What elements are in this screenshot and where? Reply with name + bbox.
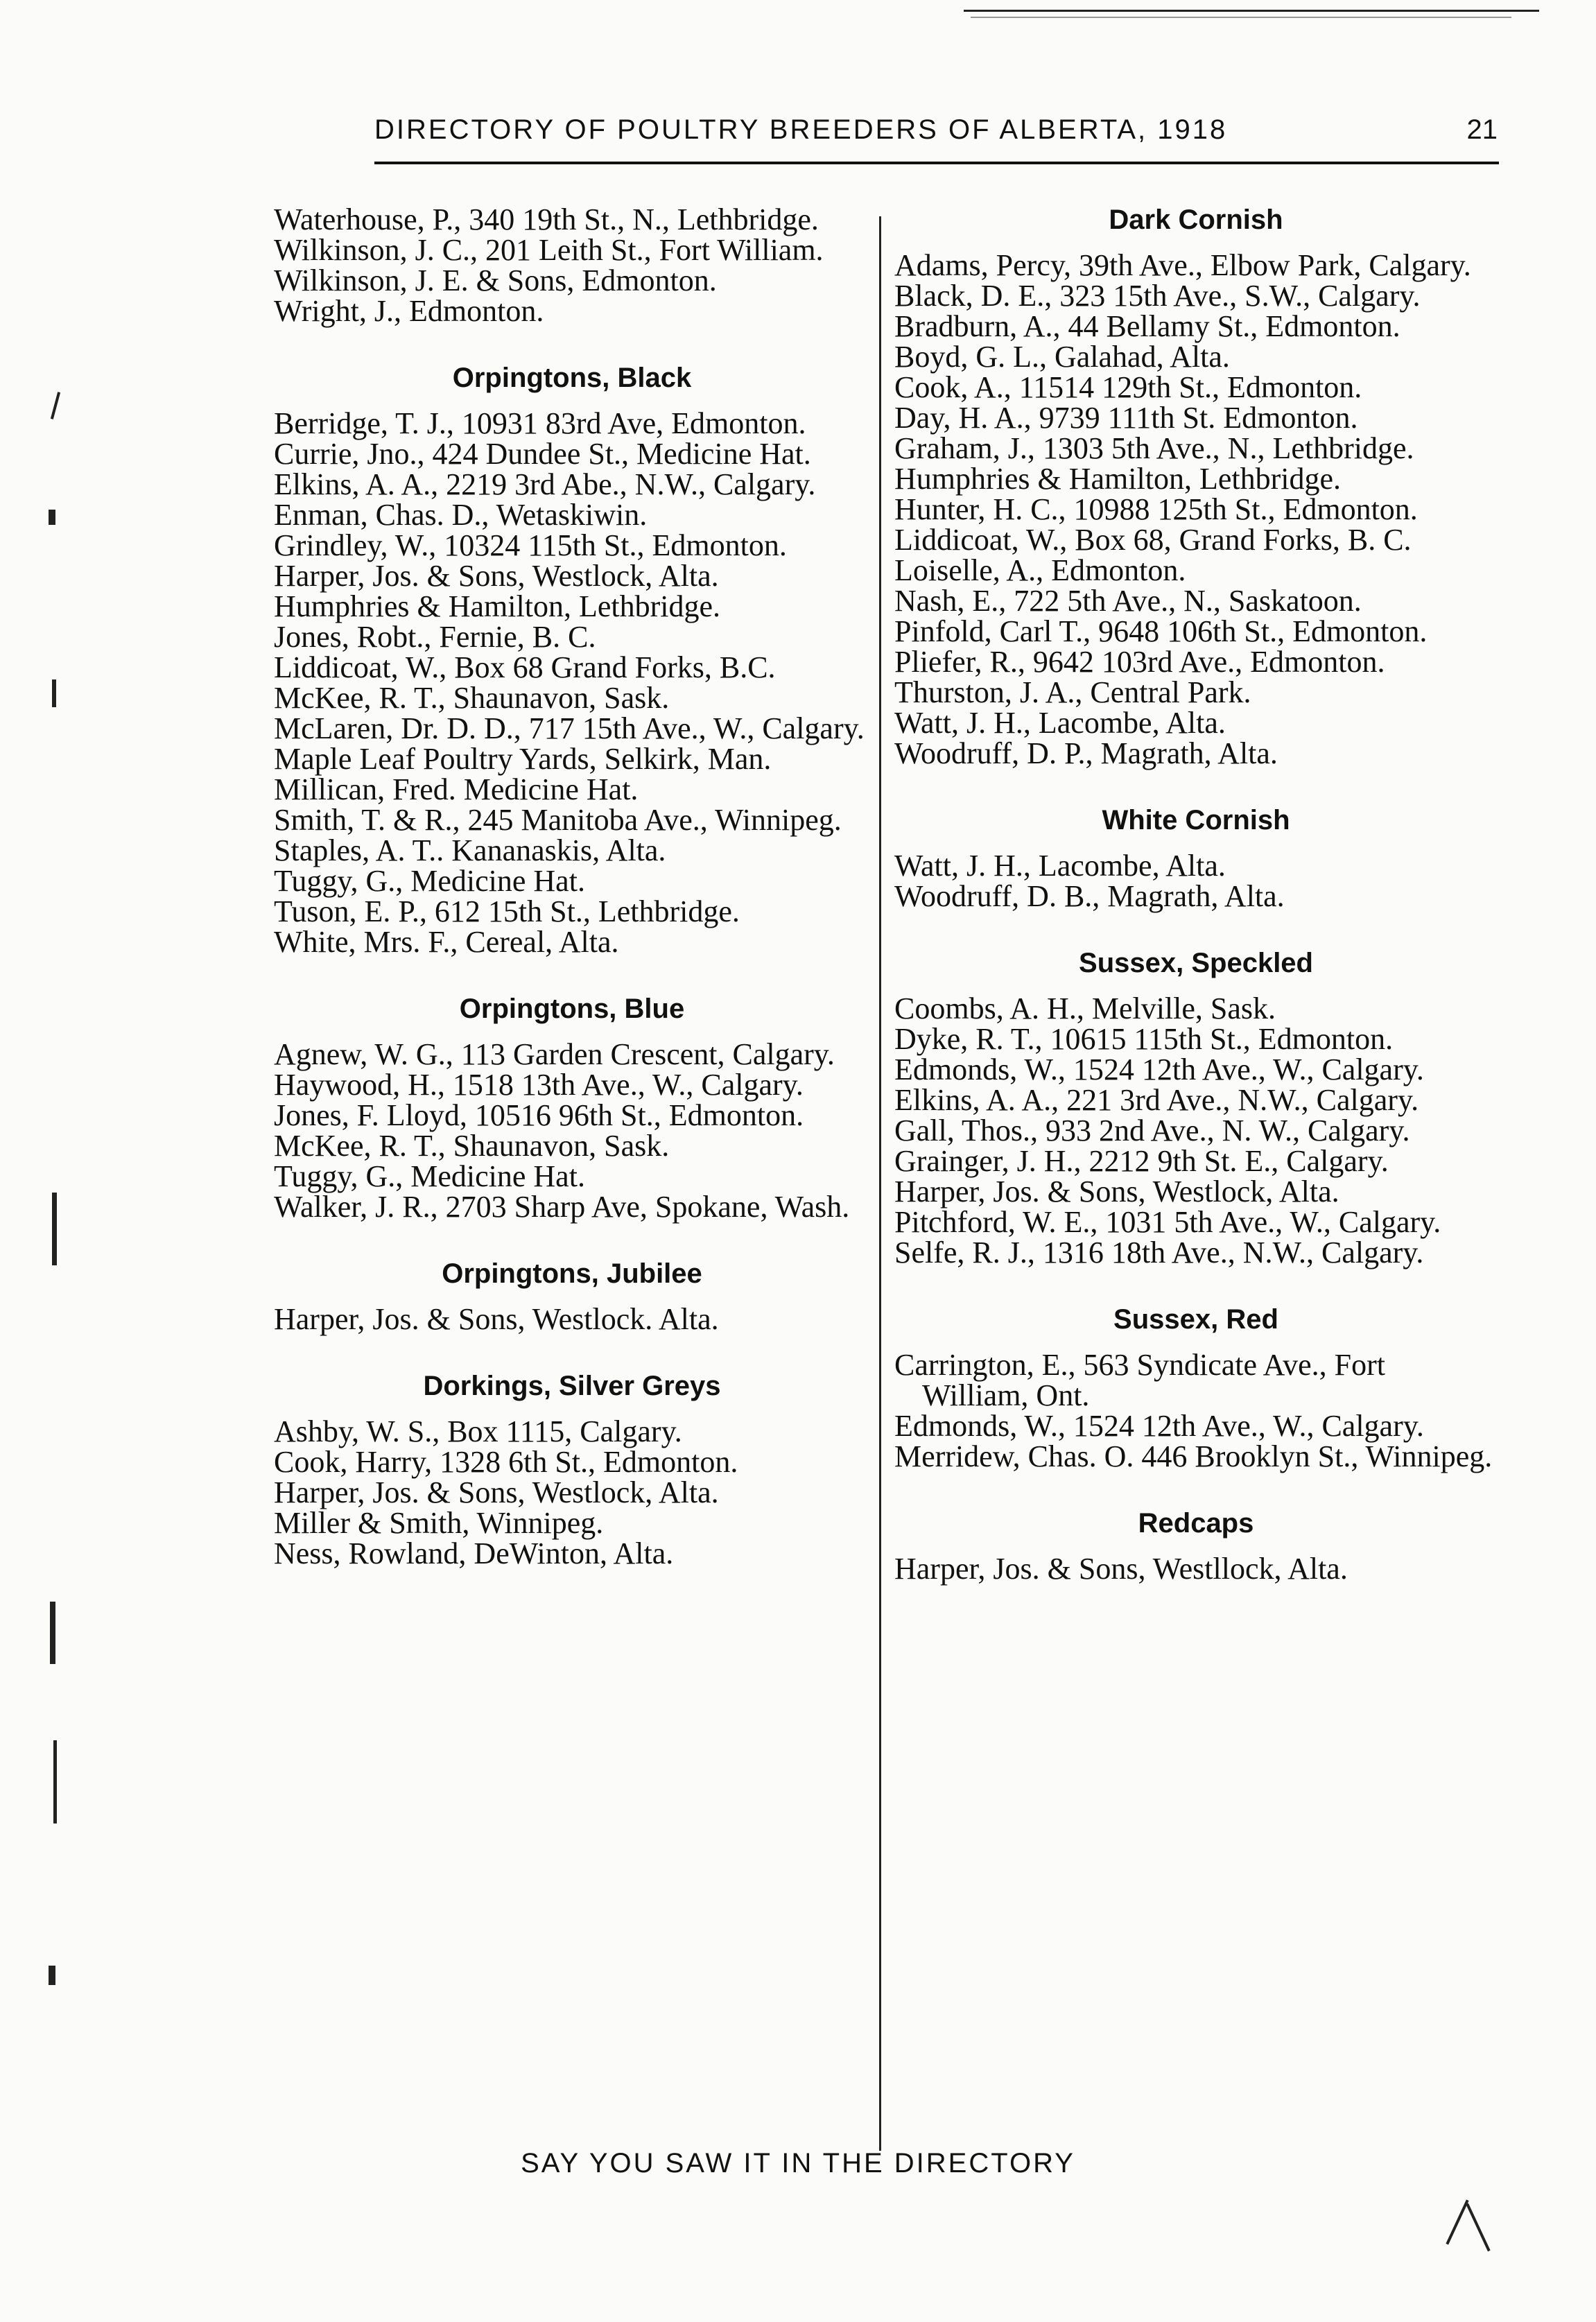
directory-entry: Walker, J. R., 2703 Sharp Ave, Spokane, Wash. <box>274 1190 850 1224</box>
section-spacer <box>894 769 1498 805</box>
directory-entry: Loiselle, A., Edmonton. <box>894 553 1186 587</box>
directory-entry: Enman, Chas. D., Wetaskiwin. <box>274 498 648 532</box>
directory-entry: Agnew, W. G., 113 Garden Crescent, Calgary. <box>274 1037 835 1071</box>
section-title: Redcaps <box>1138 1508 1254 1539</box>
directory-entry: Wilkinson, J. E. & Sons, Edmonton. <box>274 263 717 297</box>
section-title: Orpingtons, Black <box>452 363 692 393</box>
column-divider <box>879 216 881 2151</box>
directory-entry: Pitchford, W. E., 1031 5th Ave., W., Calgary. <box>894 1205 1441 1239</box>
directory-entry: Tuggy, G., Medicine Hat. <box>274 864 585 898</box>
directory-entry: Elkins, A. A., 221 3rd Ave., N.W., Calgary. <box>894 1083 1419 1117</box>
header-rule <box>374 162 1499 164</box>
page-number: 21 <box>1466 114 1498 145</box>
directory-entry: Carrington, E., 563 Syndicate Ave., Fort William, Ont. <box>894 1348 1385 1412</box>
section-spacer <box>274 1222 870 1258</box>
section-spacer <box>274 327 870 363</box>
directory-entry: Hunter, H. C., 10988 125th St., Edmonton. <box>894 492 1418 526</box>
directory-entry: McKee, R. T., Shaunavon, Sask. <box>274 1129 670 1163</box>
directory-entry: Harper, Jos. & Sons, Westlock. Alta. <box>274 1302 719 1336</box>
left-column <box>274 202 870 1570</box>
right-column <box>894 205 1498 1584</box>
directory-entry: Graham, J., 1303 5th Ave., N., Lethbridge. <box>894 431 1414 465</box>
margin-mark <box>1466 2203 1490 2252</box>
section-spacer <box>274 1335 870 1371</box>
directory-entry: Humphries & Hamilton, Lethbridge. <box>894 462 1341 496</box>
directory-entry: McKee, R. T., Shaunavon, Sask. <box>274 681 670 715</box>
directory-entry: Woodruff, D. B., Magrath, Alta. <box>894 879 1285 913</box>
directory-entry: Harper, Jos. & Sons, Westllock, Alta. <box>894 1552 1348 1586</box>
directory-entry: Pliefer, R., 9642 103rd Ave., Edmonton. <box>894 645 1385 679</box>
margin-mark <box>1446 2199 1468 2244</box>
directory-entry: Thurston, J. A., Central Park. <box>894 675 1251 709</box>
directory-entry: Edmonds, W., 1524 12th Ave., W., Calgary. <box>894 1409 1424 1443</box>
directory-entry: Wilkinson, J. C., 201 Leith St., Fort William. <box>274 233 824 267</box>
directory-entry: Miller & Smith, Winnipeg. <box>274 1506 604 1540</box>
directory-entry: Edmonds, W., 1524 12th Ave., W., Calgary. <box>894 1052 1424 1086</box>
margin-mark <box>51 392 60 419</box>
margin-mark <box>50 1602 55 1664</box>
directory-entry: Currie, Jno., 424 Dundee St., Medicine Hat. <box>274 437 811 471</box>
directory-entry: Maple Leaf Poultry Yards, Selkirk, Man. <box>274 742 772 776</box>
directory-entry: Selfe, R. J., 1316 18th Ave., N.W., Calgary. <box>894 1236 1424 1270</box>
section-title: Sussex, Speckled <box>1079 948 1313 978</box>
margin-mark <box>49 510 55 525</box>
margin-mark <box>53 1740 57 1823</box>
margin-mark <box>52 1193 57 1265</box>
directory-entry: Woodruff, D. P., Magrath, Alta. <box>894 736 1278 770</box>
section-spacer <box>894 1268 1498 1304</box>
directory-entry: Dyke, R. T., 10615 115th St., Edmonton. <box>894 1022 1394 1056</box>
directory-entry: Berridge, T. J., 10931 83rd Ave, Edmonton. <box>274 406 806 440</box>
directory-entry: Cook, Harry, 1328 6th St., Edmonton. <box>274 1445 738 1479</box>
directory-entry: Boyd, G. L., Galahad, Alta. <box>894 340 1230 374</box>
section-spacer <box>894 1472 1498 1508</box>
section-title: Orpingtons, Jubilee <box>442 1258 702 1289</box>
directory-entry: Nash, E., 722 5th Ave., N., Saskatoon. <box>894 584 1362 618</box>
directory-entry: Day, H. A., 9739 111th St. Edmonton. <box>894 401 1358 435</box>
directory-entry: Waterhouse, P., 340 19th St., N., Lethbridge. <box>274 202 819 236</box>
directory-entry: Harper, Jos. & Sons, Westlock, Alta. <box>274 559 719 593</box>
directory-entry: Cook, A., 11514 129th St., Edmonton. <box>894 370 1362 404</box>
directory-entry: Elkins, A. A., 2219 3rd Abe., N.W., Calgary. <box>274 467 816 501</box>
directory-entry: Jones, F. Lloyd, 10516 96th St., Edmonton. <box>274 1098 804 1132</box>
directory-entry: Black, D. E., 323 15th Ave., S.W., Calgary. <box>894 279 1421 313</box>
directory-entry: Ness, Rowland, DeWinton, Alta. <box>274 1536 674 1570</box>
section-spacer <box>274 958 870 994</box>
directory-entry: Staples, A. T.. Kananaskis, Alta. <box>274 833 666 867</box>
directory-entry: Millican, Fred. Medicine Hat. <box>274 772 639 806</box>
directory-entry: Smith, T. & R., 245 Manitoba Ave., Winnipeg. <box>274 803 842 837</box>
margin-mark <box>52 679 56 707</box>
section-title: Sussex, Red <box>1113 1304 1278 1335</box>
directory-entry: Gall, Thos., 933 2nd Ave., N. W., Calgary. <box>894 1114 1410 1147</box>
page-header <box>374 114 1498 156</box>
section-title: Dorkings, Silver Greys <box>423 1371 721 1401</box>
directory-entry: Harper, Jos. & Sons, Westlock, Alta. <box>274 1475 719 1509</box>
directory-entry: Bradburn, A., 44 Bellamy St., Edmonton. <box>894 309 1400 343</box>
directory-entry: Haywood, H., 1518 13th Ave., W., Calgary. <box>274 1068 804 1102</box>
directory-entry: Jones, Robt., Fernie, B. C. <box>274 620 596 654</box>
header-title: DIRECTORY OF POULTRY BREEDERS OF ALBERTA, 1918 <box>374 114 1228 145</box>
directory-entry: Pinfold, Carl T., 9648 106th St., Edmonton. <box>894 614 1428 648</box>
section-title: Orpingtons, Blue <box>459 994 685 1024</box>
directory-entry: Watt, J. H., Lacombe, Alta. <box>894 706 1226 740</box>
page-footer: SAY YOU SAW IT IN THE DIRECTORY <box>521 2148 1075 2178</box>
directory-entry: Harper, Jos. & Sons, Westlock, Alta. <box>894 1175 1339 1208</box>
directory-entry: Coombs, A. H., Melville, Sask. <box>894 991 1276 1025</box>
directory-entry: Ashby, W. S., Box 1115, Calgary. <box>274 1414 682 1448</box>
section-title: Dark Cornish <box>1109 205 1283 235</box>
directory-entry: Humphries & Hamilton, Lethbridge. <box>274 589 720 623</box>
directory-entry: McLaren, Dr. D. D., 717 15th Ave., W., Calgary. <box>274 711 865 745</box>
directory-entry: Grindley, W., 10324 115th St., Edmonton. <box>274 528 787 562</box>
directory-entry: Grainger, J. H., 2212 9th St. E., Calgary. <box>894 1144 1389 1178</box>
directory-entry: Adams, Percy, 39th Ave., Elbow Park, Calgary. <box>894 248 1471 282</box>
directory-entry: Liddicoat, W., Box 68 Grand Forks, B.C. <box>274 650 776 684</box>
section-spacer <box>894 912 1498 948</box>
directory-entry: Merridew, Chas. O. 446 Brooklyn St., Winnipeg. <box>894 1439 1493 1473</box>
margin-mark <box>49 1966 55 1985</box>
directory-entry: Watt, J. H., Lacombe, Alta. <box>894 849 1226 883</box>
directory-entry: Liddicoat, W., Box 68, Grand Forks, B. C. <box>894 523 1412 557</box>
directory-entry: White, Mrs. F., Cereal, Alta. <box>274 925 619 959</box>
directory-entry: Tuson, E. P., 612 15th St., Lethbridge. <box>274 894 740 928</box>
section-title: White Cornish <box>1102 805 1290 835</box>
scan-artifact-line <box>971 17 1511 18</box>
directory-entry: Tuggy, G., Medicine Hat. <box>274 1159 585 1193</box>
scan-artifact-line <box>964 10 1539 12</box>
directory-entry: Wright, J., Edmonton. <box>274 294 544 328</box>
